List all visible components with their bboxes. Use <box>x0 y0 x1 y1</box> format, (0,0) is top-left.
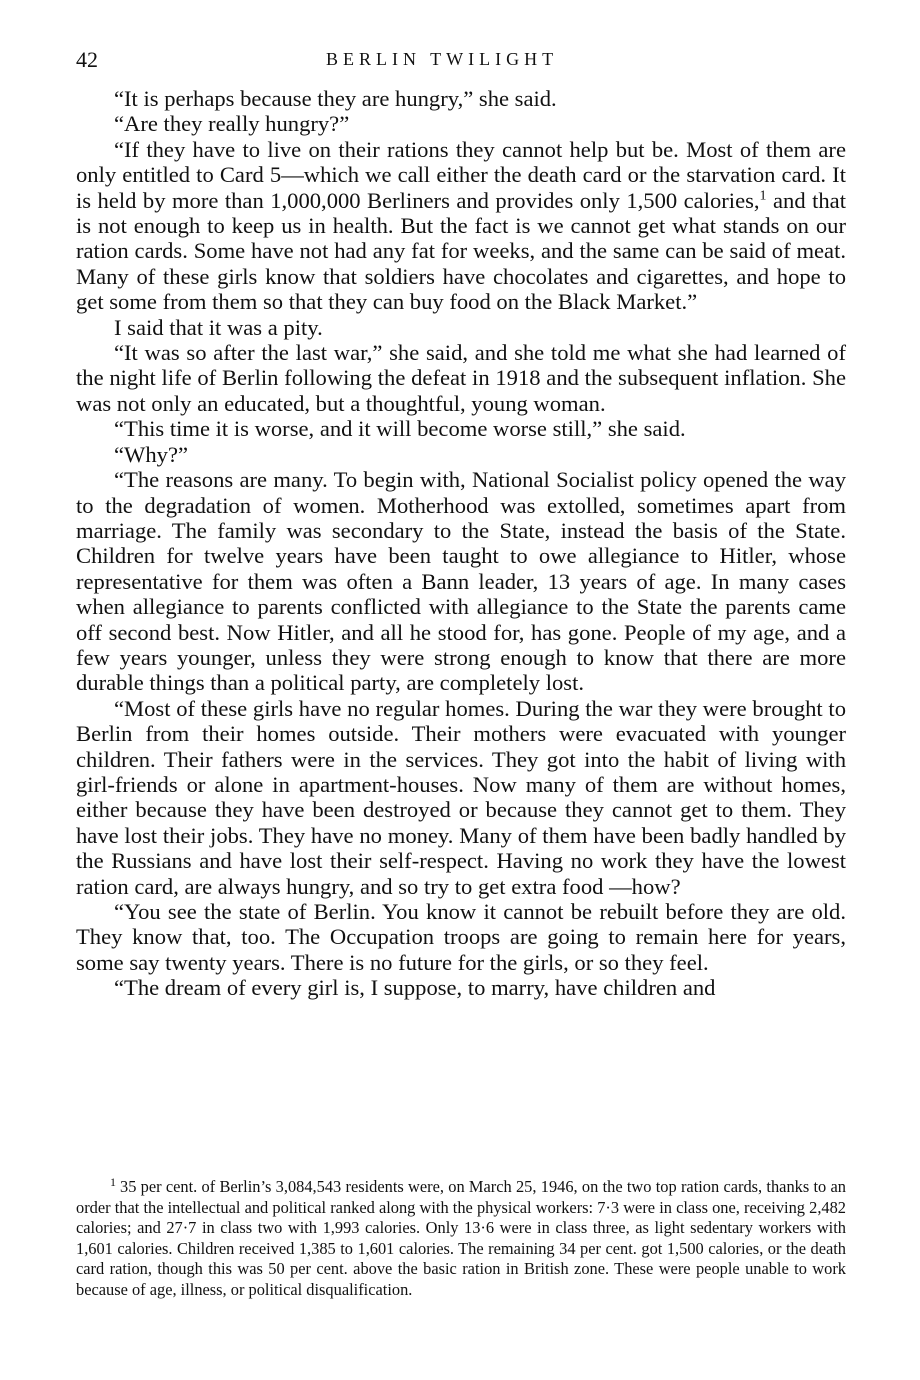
paragraph <box>76 137 846 315</box>
paragraph: “Why?” <box>114 441 189 467</box>
paragraph: “It is perhaps because they are hungry,” she said. <box>114 86 557 111</box>
paragraph: “The dream of every girl is, I suppose, to marry, have children and <box>114 975 716 1001</box>
footnote-reference: 1 <box>759 188 767 204</box>
paragraph: I said that it was a pity. <box>114 314 323 340</box>
footnote <box>76 1174 846 1301</box>
paragraph: “This time it is worse, and it will become worse still,” she said. <box>114 416 686 442</box>
footnote-mark: 1 <box>110 1174 116 1189</box>
paragraph-text: and that is not enough to keep us in health. But the fact is we cannot get what stands on our ration cards. Some have not had any fat for weeks, and the same can be said of meat. Many of these girls know that soldiers have chocolates and cigarettes, and hope to get some from them so that they can buy food on the Black Market.” <box>76 187 846 315</box>
running-title: BERLIN TWILIGHT <box>326 49 559 69</box>
body-text <box>76 86 846 1001</box>
page-header <box>76 47 846 77</box>
page-number: 42 <box>76 47 98 72</box>
paragraph: “The reasons are many. To begin with, National Socialist policy opened the way to the degradation of women. Motherhood was extolled, sometimes apart from marriage. The family was secondary to the State, instead the basis of the State. Children for twelve years have been taught to owe allegiance to Hitler, whose representative for them was often a Bann leader, 13 years of age. In many cases when allegiance to parents conflicted with allegiance to the State the parents came off second best. Now Hitler, and all he stood for, has gone. People of my age, and a few years younger, unless they were strong enough to know that there are more durable things than a political party, are completely lost. <box>76 467 846 696</box>
paragraph: “You see the state of Berlin. You know it cannot be rebuilt before they are old. They know that, too. The Occupation troops are going to remain here for years, some say twenty years. There is no future for the girls, or so they feel. <box>76 899 846 975</box>
paragraph: “It was so after the last war,” she said, and she told me what she had learned of the night life of Berlin following the defeat in 1918 and the subsequent inflation. She was not only an educated, but a thoughtful, young woman. <box>76 340 846 416</box>
paragraph: “Are they really hungry?” <box>114 111 350 137</box>
footnote-text: 35 per cent. of Berlin’s 3,084,543 residents were, on March 25, 1946, on the two top ration cards, thanks to an order that the intellectual and political ranked along with the physical workers: 7·3 were in class one, receiving 2,482 calories; and 27·7 in class two with 1,993 calories. Only 13·6 were in class three, as light sedentary workers with 1,601 calories. Children received 1,385 to 1,601 calories. The remaining 34 per cent. got 1,500 calories, or the death card ration, though this was 50 per cent. above the basic ration in British zone. These were people unable to work because of age, illness, or political disqualification. <box>76 1177 846 1299</box>
paragraph-text: “If they have to live on their rations they cannot help but be. Most of them are only entitled to Card 5—which we call either the death card or the starvation card. It is held by more than 1,000,000 Berliners and provides only 1,500 calories, <box>76 136 846 213</box>
paragraph: “Most of these girls have no regular homes. During the war they were brought to Berlin from their homes outside. Their mothers were evacuated with younger children. Their fathers were in the services. They got into the habit of living with girl-friends or alone in apartment-houses. Now many of them are without homes, either because they have been destroyed or because they cannot get to them. They have lost their jobs. They have no money. Many of them have been badly handled by the Russians and have lost their self-respect. Having no work they have the lowest ration card, are always hungry, and so try to get extra food —how? <box>76 695 846 899</box>
